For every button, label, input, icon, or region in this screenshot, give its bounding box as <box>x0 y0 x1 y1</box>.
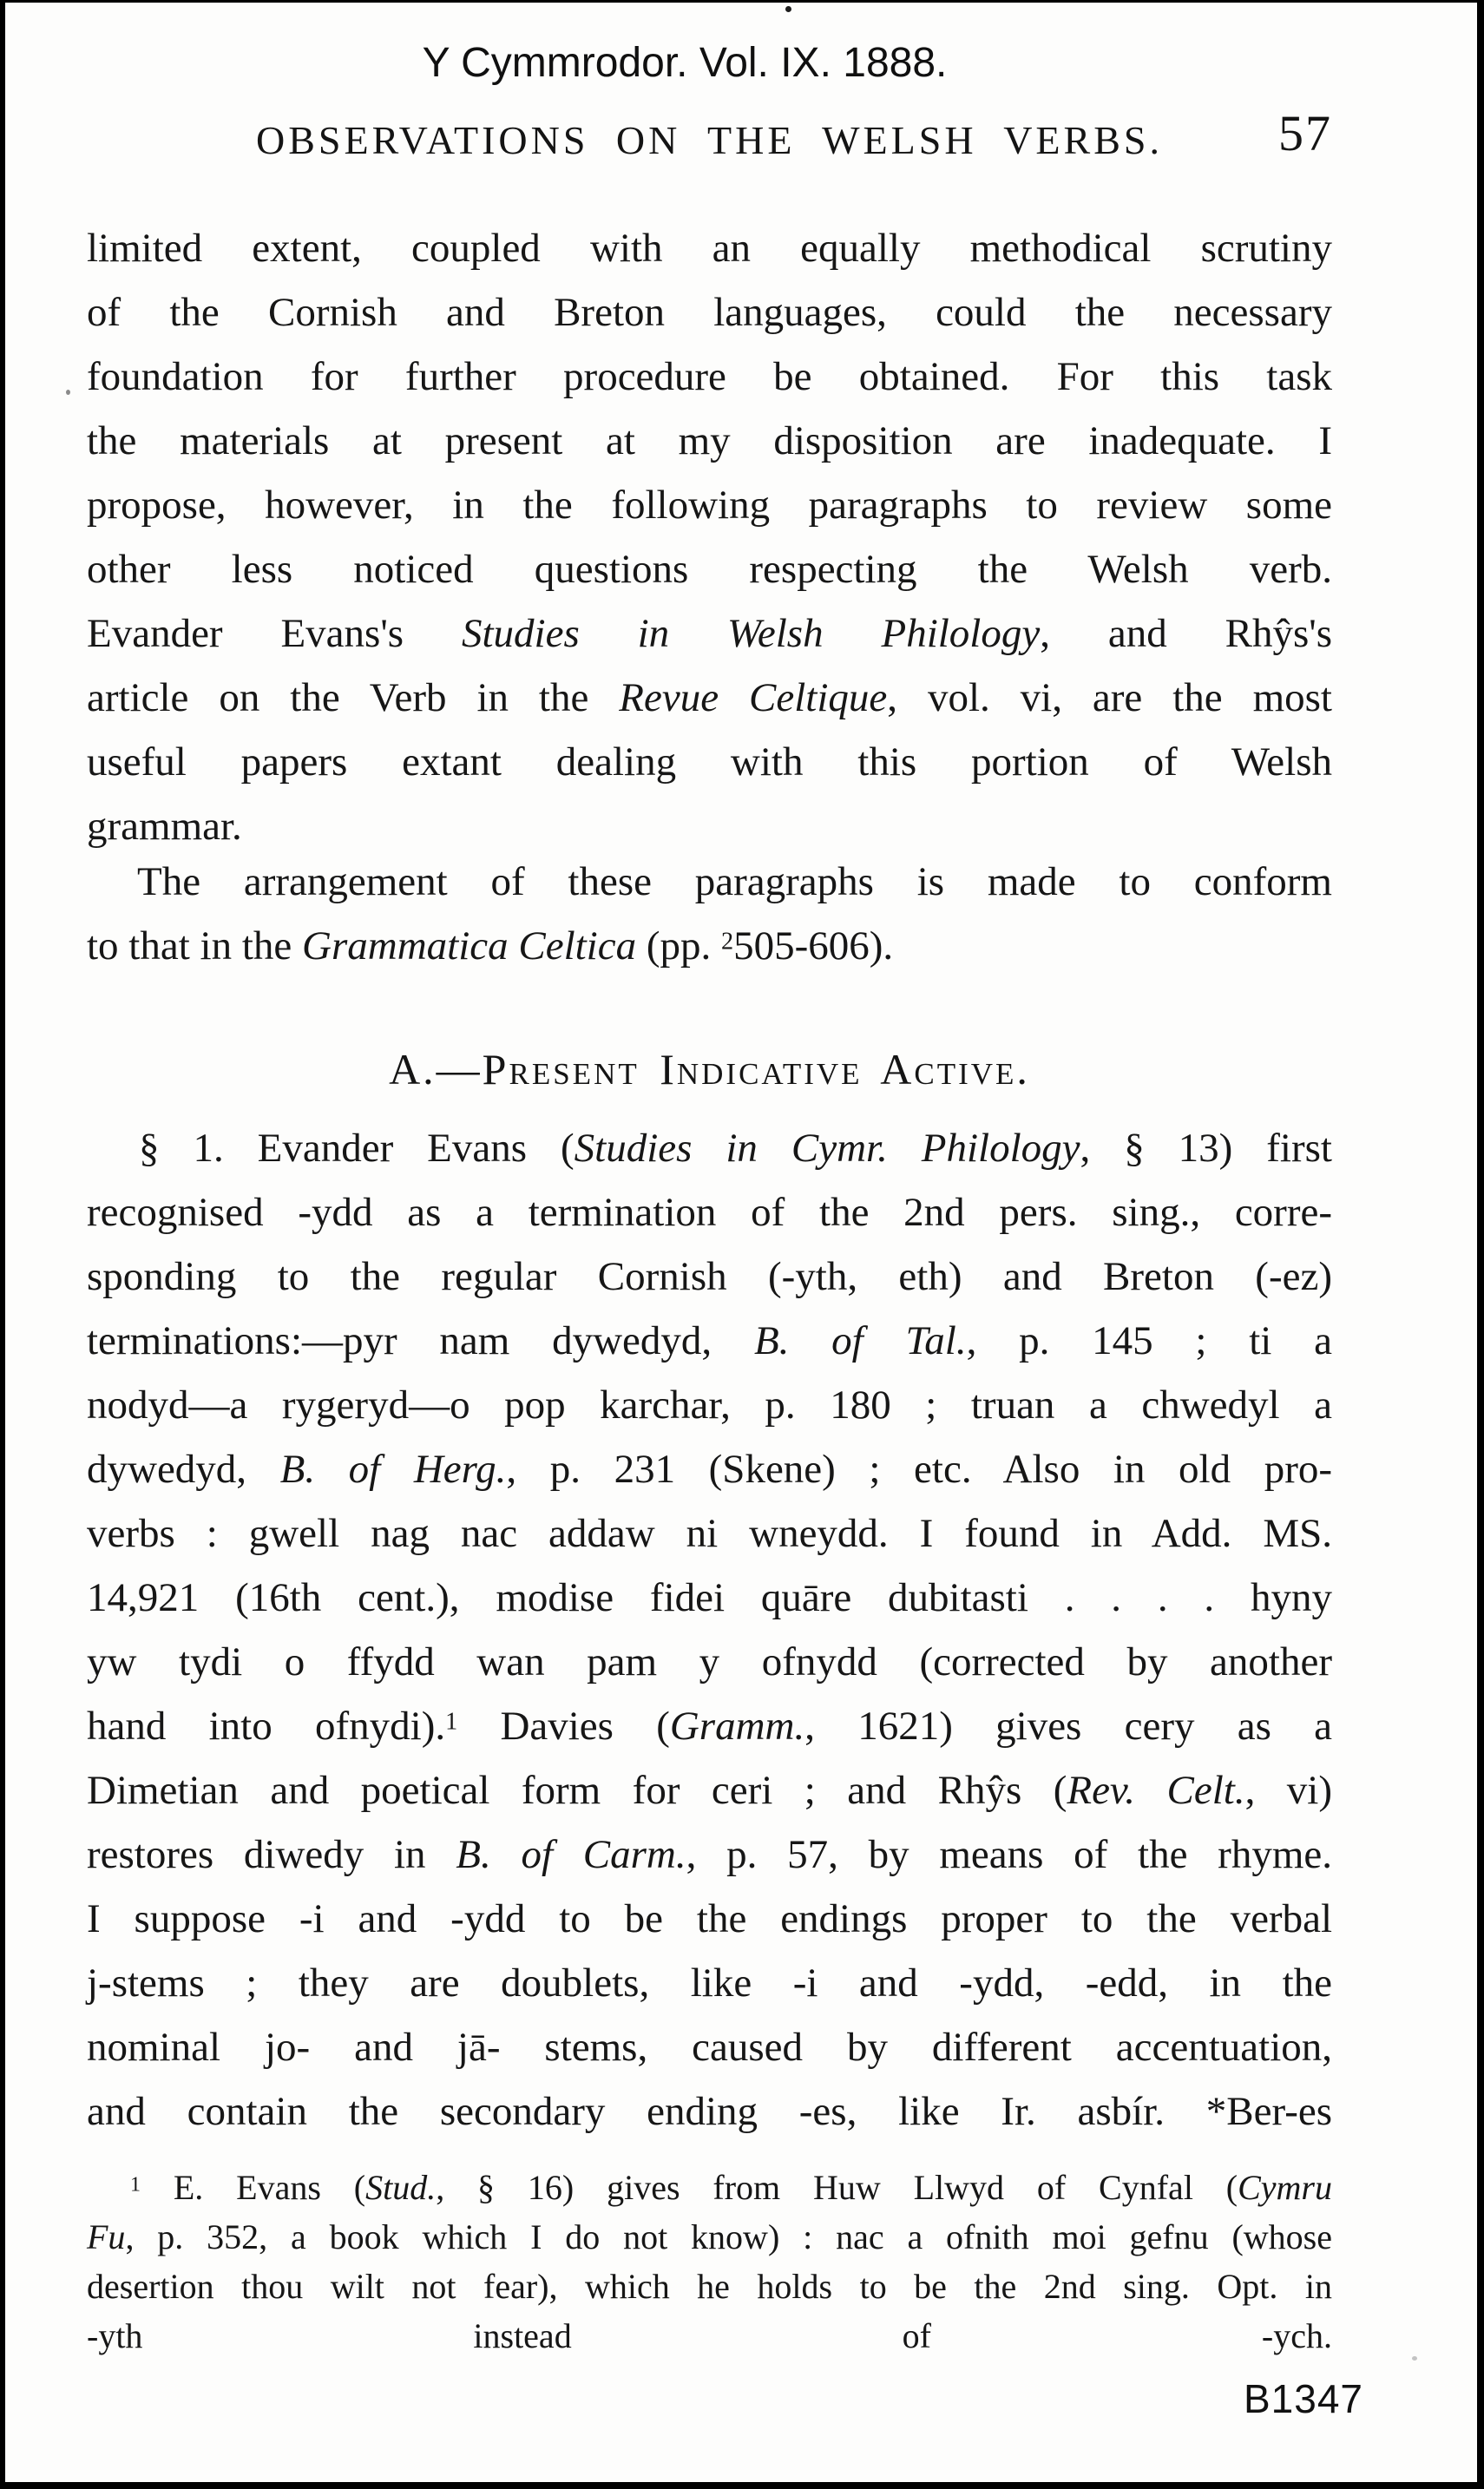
text-line: nodyd—a rygeryd—o pop karchar, p. 180 ; truan a chwedyl a <box>87 1382 1332 1428</box>
text-line: sponding to the regular Cornish (-yth, eth) and Breton (-ez) <box>87 1254 1332 1299</box>
text-line: The arrangement of these paragraphs is made to conform <box>137 859 1332 904</box>
text-line: other less noticed questions respecting the Welsh verb. <box>87 547 1332 592</box>
paragraph-arrangement <box>87 850 1332 978</box>
section-heading: A.—Present Indicative Active. <box>389 1045 1030 1093</box>
text-line: restores diwedy in B. of Carm., p. 57, by means of the rhyme. <box>87 1832 1332 1877</box>
text-line: to that in the Grammatica Celtica (pp. $^2$505-606). <box>87 923 894 969</box>
text-line: Fu, p. 352, a book which I do not know) : nac a ofnith moi gefnu (whose <box>87 2217 1332 2256</box>
text-line: the materials at present at my disposition are inadequate. I <box>87 418 1332 463</box>
scan-speck <box>66 390 70 395</box>
text-line: article on the Verb in the Revue Celtique, vol. vi, are the most <box>87 675 1332 720</box>
running-title: OBSERVATIONS ON THE WELSH VERBS. <box>256 118 1163 162</box>
text-line: nominal jo- and jā- stems, caused by different accentuation, <box>87 2025 1332 2070</box>
text-line: propose, however, in the following paragraphs to review some <box>87 483 1332 528</box>
text-line: -yth instead of -ych. <box>87 2316 1332 2355</box>
scan-speck <box>1412 2356 1417 2361</box>
text-line: 14,921 (16th cent.), modise fidei quāre dubitasti . . . . hyny <box>87 1575 1332 1620</box>
text-line: Evander Evans's Studies in Welsh Philology, and Rhŷs's <box>87 611 1333 656</box>
page-number: 57 <box>1278 105 1332 161</box>
text-line: and contain the secondary ending -es, like Ir. asbír. *Ber-es <box>87 2089 1332 2134</box>
text-line: dywedyd, B. of Herg., p. 231 (Skene) ; etc. Also in old pro- <box>87 1447 1332 1492</box>
text-line: yw tydi o ffydd wan pam y ofnydd (corrected by another <box>87 1639 1332 1685</box>
volume-title: Y Cymmrodor. Vol. IX. 1888. <box>422 40 948 86</box>
scan-speck <box>785 6 791 12</box>
text-line: foundation for further procedure be obtained. For this task <box>87 354 1332 399</box>
shelfmark-stamp: B1347 <box>1244 2376 1364 2421</box>
text-line: hand into ofnydi).$^1$ Davies (Gramm., 1621) gives cery as a <box>87 1704 1332 1749</box>
text-line: verbs : gwell nag nac addaw ni wneydd. I found in Add. MS. <box>87 1511 1332 1556</box>
text-line: desertion thou wilt not fear), which he holds to be the 2nd sing. Opt. in <box>87 2267 1332 2306</box>
text-line: useful papers extant dealing with this portion of Welsh <box>87 739 1332 785</box>
text-line: I suppose -i and -ydd to be the endings proper to the verbal <box>87 1896 1332 1941</box>
paragraph-section-1 <box>87 1116 1332 2144</box>
scanned-page <box>5 3 1477 2482</box>
text-line: recognised -ydd as a termination of the 2nd pers. sing., corre- <box>87 1190 1332 1235</box>
text-line: $^1$ E. Evans (Stud., § 16) gives from Huw Llwyd of Cynfal (Cymru <box>130 2168 1332 2207</box>
text-line: of the Cornish and Breton languages, could the necessary <box>87 290 1332 335</box>
text-line: j-stems ; they are doublets, like -i and -ydd, -edd, in the <box>87 1960 1332 2006</box>
text-line: § 1. Evander Evans (Studies in Cymr. Philology, § 13) first <box>139 1126 1332 1171</box>
paragraph-continuation <box>87 216 1332 858</box>
footnote <box>87 2163 1332 2361</box>
running-head <box>87 105 1332 169</box>
text-line: terminations:—pyr nam dywedyd, B. of Tal., p. 145 ; ti a <box>87 1318 1332 1363</box>
text-line: limited extent, coupled with an equally methodical scrutiny <box>87 226 1332 271</box>
text-line: Dimetian and poetical form for ceri ; and Rhŷs (Rev. Celt., vi) <box>87 1768 1332 1813</box>
text-line: grammar. <box>87 804 242 849</box>
